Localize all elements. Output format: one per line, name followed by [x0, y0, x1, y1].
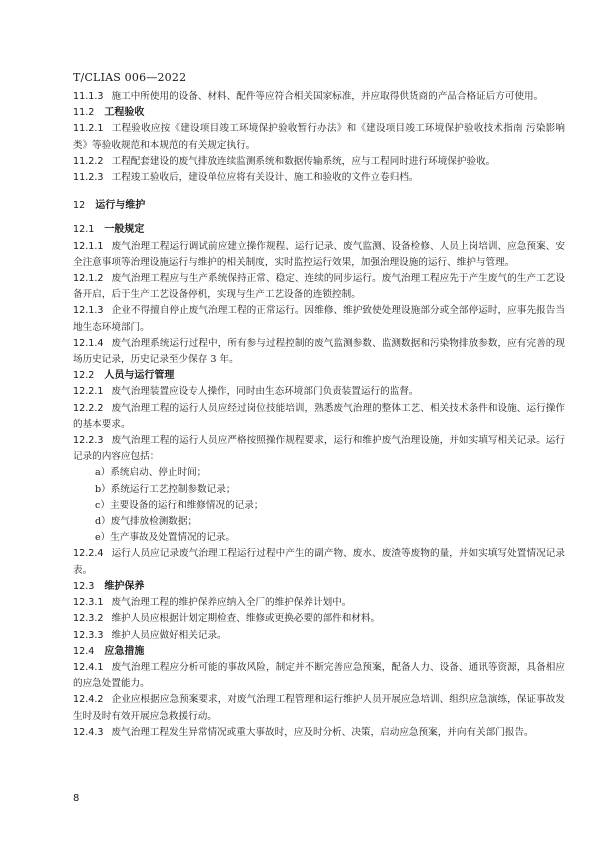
- clause-number: 12.1.4: [73, 337, 104, 349]
- clause-text: b）系统运行工艺控制参数记录；: [95, 483, 236, 495]
- clause-text: e）生产事故及处置情况的记录。: [95, 532, 235, 544]
- clause-number: 12.4: [73, 645, 95, 657]
- clause-text: 废气治理工程发生异常情况或重大事故时，应及时分析、决策，启动应急预案，并向有关部门报告。: [111, 726, 534, 738]
- clause-number: 12.3: [73, 580, 95, 592]
- clause-number: 12: [73, 200, 86, 212]
- clause-text: c）主要设备的运行和维修情况的记录；: [95, 499, 264, 511]
- clause-number: 11.2.2: [73, 155, 104, 167]
- clause-text: 废气治理工程的运行人员应严格按照操作规程要求，运行和维护废气治理设施，并如实填写相关记录。运行记录的内容应包括：: [73, 435, 565, 463]
- clause-paragraph: [73, 401, 565, 433]
- list-item: [73, 465, 565, 481]
- list-item: [73, 514, 565, 530]
- clause-text: 工程竣工验收后，建设单位应将有关设计、施工和验收的文件立卷归档。: [111, 172, 419, 184]
- clause-paragraph: [73, 384, 565, 400]
- clause-number: 12.1.2: [73, 273, 104, 285]
- clause-text: 废气治理工程的维护保养应纳入全厂的维护保养计划中。: [111, 597, 352, 609]
- clause-number: 12.4.3: [73, 726, 104, 738]
- clause-paragraph: [73, 303, 565, 335]
- section-heading: [73, 579, 565, 595]
- clause-paragraph: [73, 170, 565, 186]
- clause-number: 12.3.2: [73, 613, 104, 625]
- clause-text: 维护人员应根据计划定期检查、维修或更换必要的部件和材料。: [111, 613, 381, 625]
- clause-text: 废气治理工程应与生产系统保持正常、稳定、连续的同步运行。废气治理工程应先于产生废气的生产工艺设备开启，后于生产工艺设备停机，实现与生产工艺设备的连锁控制。: [73, 273, 565, 301]
- clause-paragraph: [73, 154, 565, 170]
- clause-text: 运行与维护: [95, 200, 146, 212]
- document-code: T/CLIAS 006—2022: [73, 71, 187, 84]
- clause-number: 12.2.1: [73, 386, 104, 398]
- clause-paragraph: [73, 546, 565, 578]
- clause-paragraph: [73, 271, 565, 303]
- clause-paragraph: [73, 725, 565, 741]
- clause-text: 废气治理装置应设专人操作，同时由生态环境部门负责装置运行的监督。: [111, 386, 419, 398]
- clause-text: 一般规定: [104, 224, 145, 236]
- clause-text: 维护人员应做好相关记录。: [111, 629, 227, 641]
- clause-text: 维护保养: [104, 580, 145, 592]
- clause-number: 12.2.4: [73, 548, 104, 560]
- clause-text: 废气治理工程运行调试前应建立操作规程、运行记录、废气监测、设备检修、人员上岗培训、应急预案、安全注意事项等治理设施运行与维护的相关制度，实时监控运行效果，加强治理设施的运行、维护与管理。: [73, 240, 565, 268]
- list-item: [73, 482, 565, 498]
- section-heading: [73, 644, 565, 660]
- clause-number: 12.2.2: [73, 402, 104, 414]
- section-heading: [73, 222, 565, 238]
- clause-text: 工程验收应按《建设项目竣工环境保护验收暂行办法》和《建设项目竣工环境保护验收技术指南 污染影响类》等验收规范和本规范的有关规定执行。: [73, 123, 565, 151]
- clause-paragraph: [73, 121, 565, 153]
- clause-text: 废气治理系统运行过程中，所有参与过程控制的废气监测参数、监测数据和污染物排放参数，应有完善的现场历史记录，历史记录至少保存 3 年。: [73, 337, 565, 366]
- clause-text: 企业不得擅自停止废气治理工程的正常运行。因维修、维护致使处理设施部分或全部停运时，应事先报告当地生态环境部门。: [73, 305, 565, 333]
- clause-text: 工程验收: [104, 107, 145, 119]
- clause-number: 12.1.1: [73, 240, 104, 252]
- clause-text: 工程配套建设的废气排放连续监测系统和数据传输系统，应与工程同时进行环境保护验收。: [111, 155, 496, 167]
- clause-paragraph: [73, 660, 565, 692]
- list-item: [73, 498, 565, 514]
- clause-paragraph: [73, 692, 565, 724]
- clause-text: a）系统启动、停止时间；: [95, 467, 207, 479]
- clause-number: 12.3.3: [73, 629, 104, 641]
- clause-text: 人员与运行管理: [104, 370, 175, 382]
- clause-paragraph: [73, 239, 565, 271]
- section-heading: [73, 368, 565, 384]
- clause-number: 12.4.2: [73, 694, 104, 706]
- clause-number: 12.2: [73, 370, 95, 382]
- page-number: 8: [73, 793, 80, 804]
- clause-text: 应急措施: [104, 645, 145, 657]
- clause-paragraph: [73, 336, 565, 368]
- section-heading: [73, 105, 565, 121]
- clause-number: 12.4.1: [73, 661, 104, 673]
- clause-paragraph: [73, 89, 565, 105]
- clause-paragraph: [73, 611, 565, 627]
- clause-text: 施工中所使用的设备、材料、配件等应符合相关国家标准，并应取得供货商的产品合格证后方可使用。: [111, 91, 544, 102]
- clause-number: 12.3.1: [73, 597, 104, 609]
- clause-number: 11.2: [73, 107, 95, 119]
- clause-paragraph: [73, 628, 565, 644]
- list-item: [73, 530, 565, 546]
- chapter-heading: [73, 198, 565, 214]
- clause-paragraph: [73, 433, 565, 465]
- clause-number: 12.2.3: [73, 435, 104, 447]
- clause-text: 废气治理工程应分析可能的事故风险，制定并不断完善应急预案，配备人力、设备、通讯等资源，具备相应的应急处置能力。: [73, 661, 565, 690]
- clause-text: 企业应根据应急预案要求，对废气治理工程管理和运行维护人员开展应急培训、组织应急演练，保证事故发生时及时有效开展应急救援行动。: [73, 694, 565, 722]
- clause-number: 11.2.1: [73, 123, 104, 135]
- clause-text: d）废气排放检测数据；: [95, 516, 198, 528]
- clause-number: 11.1.3: [73, 91, 104, 102]
- page-content: [73, 89, 565, 741]
- clause-number: 12.1: [73, 224, 95, 236]
- clause-text: 废气治理工程的运行人员应经过岗位技能培训，熟悉废气治理的整体工艺、相关技术条件和设施、运行操作的基本要求。: [73, 402, 565, 430]
- clause-number: 12.1.3: [73, 305, 104, 317]
- clause-text: 运行人员应记录废气治理工程运行过程中产生的副产物、废水、废渣等废物的量，并如实填写处置情况记录表。: [73, 548, 565, 576]
- clause-paragraph: [73, 595, 565, 611]
- clause-number: 11.2.3: [73, 172, 104, 184]
